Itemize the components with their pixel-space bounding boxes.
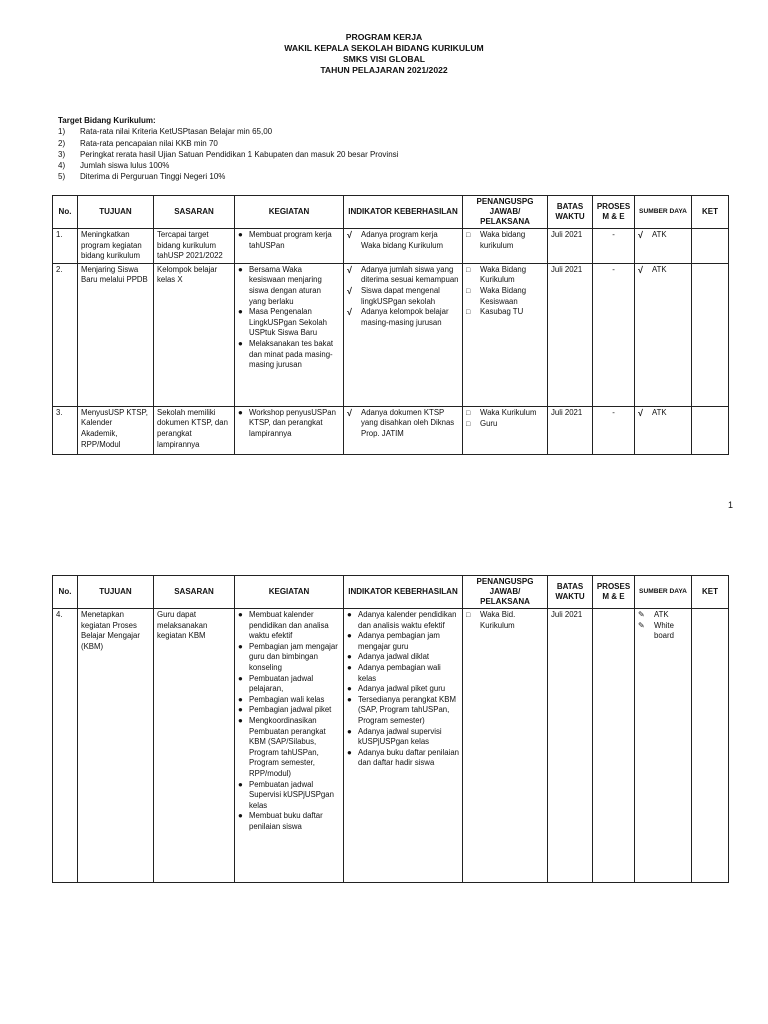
target-text: Diterima di Perguruan Tinggi Negeri 10% xyxy=(80,172,226,182)
list-item-text: Adanya jadwal piket guru xyxy=(358,684,446,694)
cell-proses: - xyxy=(593,229,635,264)
bullet-icon: ● xyxy=(238,705,243,715)
cell-penanggung-jawab xyxy=(463,609,548,883)
list-item-text: Waka Bidang Kesiswaan xyxy=(480,285,527,306)
list-item xyxy=(466,265,544,286)
list-item-text: Kasubag TU xyxy=(480,307,524,317)
list-item-text: Tersedianya perangkat KBM (SAP, Program tahUSPan, Program semester) xyxy=(358,694,456,725)
col-no: No. xyxy=(53,576,78,609)
cell-ket xyxy=(692,406,729,454)
list-item xyxy=(466,408,544,420)
cell-tujuan: Menjaring Siswa Baru melalui PPDB xyxy=(78,263,154,406)
list-item xyxy=(466,286,544,307)
list-item-text: ATK xyxy=(654,610,669,619)
cell-ket xyxy=(692,263,729,406)
header-line-3: SMKS VISI GLOBAL xyxy=(342,54,426,64)
list-item xyxy=(238,408,340,440)
list-item-text: Pembagian jadwal piket xyxy=(249,705,332,715)
col-batas-waktu xyxy=(548,196,593,229)
list-item xyxy=(466,419,544,431)
cell-indikator xyxy=(344,263,463,406)
cell-indikator xyxy=(344,406,463,454)
col-ket: KET xyxy=(692,196,729,229)
table-row xyxy=(53,263,729,406)
list-item xyxy=(638,610,688,621)
table-header-row xyxy=(53,196,729,229)
bullet-icon: ● xyxy=(238,230,243,239)
col-indikator: INDIKATOR KEBERHASILAN xyxy=(344,196,463,229)
col-penanggung-jawab xyxy=(463,576,548,609)
list-item xyxy=(238,811,340,832)
cell-kegiatan xyxy=(235,229,344,264)
list-item xyxy=(347,408,459,440)
checkbox-icon: □ xyxy=(466,409,471,417)
col-batas-line2: WAKTU xyxy=(555,592,585,601)
list-item-text: ATK xyxy=(652,407,667,417)
list-item-text: Adanya kalender pendidikan dan analisis waktu efektif xyxy=(358,610,457,630)
list-item xyxy=(347,748,459,769)
col-penanggung-jawab xyxy=(463,196,548,229)
bullet-icon: ● xyxy=(238,811,243,821)
target-num: 5) xyxy=(58,172,66,182)
list-item xyxy=(347,631,459,652)
target-num: 1) xyxy=(58,127,66,137)
cell-ket xyxy=(692,609,729,883)
program-table-2 xyxy=(52,575,729,883)
bullet-icon: ● xyxy=(347,726,352,736)
col-pj-line2: JAWAB/ PELAKSANA xyxy=(480,207,530,226)
list-item xyxy=(638,230,688,241)
col-indikator: INDIKATOR KEBERHASILAN xyxy=(344,576,463,609)
cell-sasaran: Guru dapat melaksanakan kegiatan KBM xyxy=(154,609,235,883)
list-item-text: Adanya pembagian wali kelas xyxy=(358,662,441,683)
list-item-text: Waka Bidang Kurikulum xyxy=(480,264,527,285)
bullet-icon: ● xyxy=(347,610,352,619)
list-item-text: Pembuatan jadwal pelajaran, xyxy=(249,673,314,694)
bullet-icon: ● xyxy=(347,694,352,704)
bullet-icon: ● xyxy=(347,684,352,694)
list-item-text: Siswa dapat mengenal lingkUSPgan sekolah xyxy=(361,285,440,306)
list-item xyxy=(238,695,340,706)
table-row xyxy=(53,609,729,883)
col-proses xyxy=(593,576,635,609)
checkmark-icon: √ xyxy=(347,307,352,318)
bullet-icon: ● xyxy=(238,715,243,725)
bullet-icon: ● xyxy=(347,747,352,757)
bullet-icon: ● xyxy=(238,641,243,651)
checkmark-icon: √ xyxy=(638,407,643,418)
list-item-text: Masa Pengenalan LingkUSPgan Sekolah USPtuk Siswa Baru xyxy=(249,307,328,338)
list-item xyxy=(466,307,544,319)
checkbox-icon: □ xyxy=(466,266,471,274)
header-line-4: TAHUN PELAJARAN 2021/2022 xyxy=(320,65,448,75)
bullet-icon: ● xyxy=(347,652,352,662)
col-proses-line2: M & E xyxy=(602,212,625,221)
target-text: Jumlah siswa lulus 100% xyxy=(80,161,170,171)
col-proses-line1: PROSES xyxy=(596,202,631,211)
list-item xyxy=(238,780,340,812)
cell-tujuan: MenyusUSP KTSP, Kalender Akademik, RPP/Modul xyxy=(78,406,154,454)
cell-proses: - xyxy=(593,406,635,454)
col-kegiatan: KEGIATAN xyxy=(235,576,344,609)
list-item-text: ATK xyxy=(652,264,667,274)
col-sasaran: SASARAN xyxy=(154,196,235,229)
checkbox-icon: □ xyxy=(466,309,471,317)
col-pj-line1: PENANGUSPG xyxy=(476,577,534,586)
list-item-text: Adanya kelompok belajar masing-masing jurusan xyxy=(361,307,449,327)
col-batas-line1: BATAS xyxy=(556,202,584,211)
col-sasaran: SASARAN xyxy=(154,576,235,609)
cell-sasaran: Tercapai target bidang kurikulum tahUSP 2021/2022 xyxy=(154,229,235,264)
cell-sumber-daya xyxy=(635,229,692,264)
bullet-icon: ● xyxy=(238,779,243,789)
table-header-row xyxy=(53,576,729,609)
col-ket: KET xyxy=(692,576,729,609)
bullet-icon: ● xyxy=(238,307,243,317)
target-num: 3) xyxy=(58,149,66,159)
list-item xyxy=(238,339,340,371)
target-text: Peringkat rerata hasil Ujian Satuan Pendidikan 1 Kabupaten dan masuk 20 besar Provinsi xyxy=(80,149,399,159)
list-item-text: Pembuatan jadwal Supervisi kUSPjUSPgan kelas xyxy=(249,779,334,810)
list-item-text: Membuat program kerja tahUSPan xyxy=(249,230,332,250)
list-item xyxy=(347,286,459,307)
cell-indikator xyxy=(344,609,463,883)
pencil-icon: ✎ xyxy=(638,610,645,619)
cell-ket xyxy=(692,229,729,264)
list-item-text: ATK xyxy=(652,230,667,239)
list-item-text: Waka bidang kurikulum xyxy=(480,230,526,250)
table-row xyxy=(53,406,729,454)
list-item-text: Adanya jumlah siswa yang diterima sesuai kemampuan xyxy=(361,264,459,285)
checkmark-icon: √ xyxy=(347,407,352,418)
bullet-icon: ● xyxy=(238,338,243,348)
list-item-text: Adanya jadwal supervisi kUSPjUSPgan kelas xyxy=(358,726,442,747)
list-item-text: Membuat buku daftar penilaian siswa xyxy=(249,811,323,831)
list-item xyxy=(347,230,459,251)
list-item-text: Workshop penyusUSPan KTSP, dan perangkat lampirannya xyxy=(249,407,336,438)
bullet-icon: ● xyxy=(238,610,243,619)
cell-sumber-daya xyxy=(635,263,692,406)
target-item xyxy=(58,138,398,149)
list-item xyxy=(347,265,459,286)
bullet-icon: ● xyxy=(347,662,352,672)
list-item-text: Pembagian wali kelas xyxy=(249,694,325,704)
target-item xyxy=(58,171,398,182)
list-item xyxy=(347,695,459,727)
list-item xyxy=(238,610,340,642)
col-batas-waktu xyxy=(548,576,593,609)
cell-penanggung-jawab xyxy=(463,406,548,454)
cell-sasaran: Kelompok belajar kelas X xyxy=(154,263,235,406)
cell-kegiatan xyxy=(235,609,344,883)
checkmark-icon: √ xyxy=(347,285,352,296)
cell-batas-waktu: Juli 2021 xyxy=(548,263,593,406)
checkbox-icon: □ xyxy=(466,421,471,429)
col-batas-line1: BATAS xyxy=(556,582,584,591)
list-item xyxy=(238,265,340,307)
checkmark-icon: √ xyxy=(638,264,643,275)
list-item-text: Adanya dokumen KTSP yang disahkan oleh Diknas Prop. JATIM xyxy=(361,407,455,438)
cell-no: 4. xyxy=(53,609,78,883)
target-heading: Target Bidang Kurikulum: xyxy=(58,116,156,125)
cell-kegiatan xyxy=(235,263,344,406)
checkmark-icon: √ xyxy=(347,230,352,240)
target-item xyxy=(58,160,398,171)
list-item xyxy=(238,642,340,674)
bullet-icon: ● xyxy=(238,694,243,704)
header-line-2: WAKIL KEPALA SEKOLAH BIDANG KURIKULUM xyxy=(284,43,484,53)
col-proses-line2: M & E xyxy=(602,592,625,601)
page-number: 1 xyxy=(728,500,734,510)
col-pj-line1: PENANGUSPG xyxy=(476,197,534,206)
list-item xyxy=(638,408,688,419)
target-list xyxy=(58,115,398,183)
col-sumber-daya: SUMBER DAYA xyxy=(635,196,692,229)
pencil-icon: ✎ xyxy=(638,620,645,630)
checkmark-icon: √ xyxy=(638,230,643,240)
list-item xyxy=(638,265,688,276)
cell-batas-waktu: Juli 2021 xyxy=(548,609,593,883)
cell-batas-waktu: Juli 2021 xyxy=(548,229,593,264)
list-item xyxy=(347,727,459,748)
col-proses-line1: PROSES xyxy=(596,582,631,591)
col-batas-line2: WAKTU xyxy=(555,212,585,221)
list-item-text: Pembagian jam mengajar guru dan bimbingan konseling xyxy=(249,641,338,672)
target-num: 2) xyxy=(58,138,66,148)
list-item-text: Adanya program kerja Waka bidang Kurikulum xyxy=(361,230,444,250)
bullet-icon: ● xyxy=(347,631,352,641)
list-item xyxy=(238,716,340,780)
target-item xyxy=(58,149,398,160)
checkbox-icon: □ xyxy=(466,287,471,295)
program-table-1 xyxy=(52,195,729,455)
col-proses xyxy=(593,196,635,229)
list-item-text: White board xyxy=(654,620,674,641)
col-pj-line2: JAWAB/ PELAKSANA xyxy=(480,587,530,606)
cell-sumber-daya xyxy=(635,609,692,883)
target-text: Rata-rata pencapaian nilai KKB min 70 xyxy=(80,138,218,148)
cell-no: 2. xyxy=(53,263,78,406)
cell-no: 1. xyxy=(53,229,78,264)
list-item xyxy=(347,307,459,328)
list-item xyxy=(238,307,340,339)
cell-penanggung-jawab xyxy=(463,229,548,264)
list-item xyxy=(238,674,340,695)
list-item-text: Guru xyxy=(480,419,498,429)
list-item-text: Adanya pembagian jam mengajar guru xyxy=(358,631,440,651)
cell-indikator xyxy=(344,229,463,264)
list-item xyxy=(638,621,688,642)
cell-sumber-daya xyxy=(635,406,692,454)
checkbox-icon: □ xyxy=(466,612,471,619)
list-item-text: Melaksanakan tes bakat dan minat pada masing-masing jurusan xyxy=(249,338,334,370)
target-text: Rata-rata nilai Kriteria KetUSPtasan Belajar min 65,00 xyxy=(80,127,273,137)
list-item xyxy=(347,652,459,663)
cell-tujuan: Menetapkan kegiatan Proses Belajar Mengajar (KBM) xyxy=(78,609,154,883)
list-item xyxy=(466,610,544,631)
list-item-text: Bersama Waka kesiswaan menjaring siswa dengan aturan yang berlaku xyxy=(249,264,322,306)
list-item-text: Adanya buku daftar penilaian dan daftar hadir siswa xyxy=(358,747,460,768)
document-header xyxy=(0,32,768,76)
list-item-text: Adanya jadwal diklat xyxy=(358,652,430,662)
list-item xyxy=(238,705,340,716)
bullet-icon: ● xyxy=(238,407,243,417)
table-row xyxy=(53,229,729,264)
cell-kegiatan xyxy=(235,406,344,454)
cell-tujuan: Meningkatkan program kegiatan bidang kurikulum xyxy=(78,229,154,264)
bullet-icon: ● xyxy=(238,673,243,683)
target-item xyxy=(58,126,398,137)
cell-penanggung-jawab xyxy=(463,263,548,406)
list-item xyxy=(238,230,340,251)
cell-proses xyxy=(593,609,635,883)
list-item xyxy=(347,663,459,684)
col-sumber-daya: SUMBER DAYA xyxy=(635,576,692,609)
col-kegiatan: KEGIATAN xyxy=(235,196,344,229)
list-item-text: Waka Bid. Kurikulum xyxy=(480,610,516,630)
col-no: No. xyxy=(53,196,78,229)
cell-no: 3. xyxy=(53,406,78,454)
cell-batas-waktu: Juli 2021 xyxy=(548,406,593,454)
list-item xyxy=(347,610,459,631)
cell-sasaran: Sekolah memiliki dokumen KTSP, dan perangkat lampirannya xyxy=(154,406,235,454)
list-item-text: Mengkoordinasikan Pembuatan perangkat KBM (SAP/Silabus, Program tahUSPan, Program semester, RPP/modul) xyxy=(249,715,326,778)
target-num: 4) xyxy=(58,161,66,171)
bullet-icon: ● xyxy=(238,264,243,274)
list-item-text: Waka Kurikulum xyxy=(480,407,537,417)
col-tujuan: TUJUAN xyxy=(78,196,154,229)
cell-proses: - xyxy=(593,263,635,406)
checkmark-icon: √ xyxy=(347,264,352,275)
list-item-text: Membuat kalender pendidikan dan analisa waktu efektif xyxy=(249,610,329,641)
list-item xyxy=(347,684,459,695)
col-tujuan: TUJUAN xyxy=(78,576,154,609)
header-line-1: PROGRAM KERJA xyxy=(345,32,423,42)
checkbox-icon: □ xyxy=(466,232,471,239)
list-item xyxy=(466,230,544,251)
